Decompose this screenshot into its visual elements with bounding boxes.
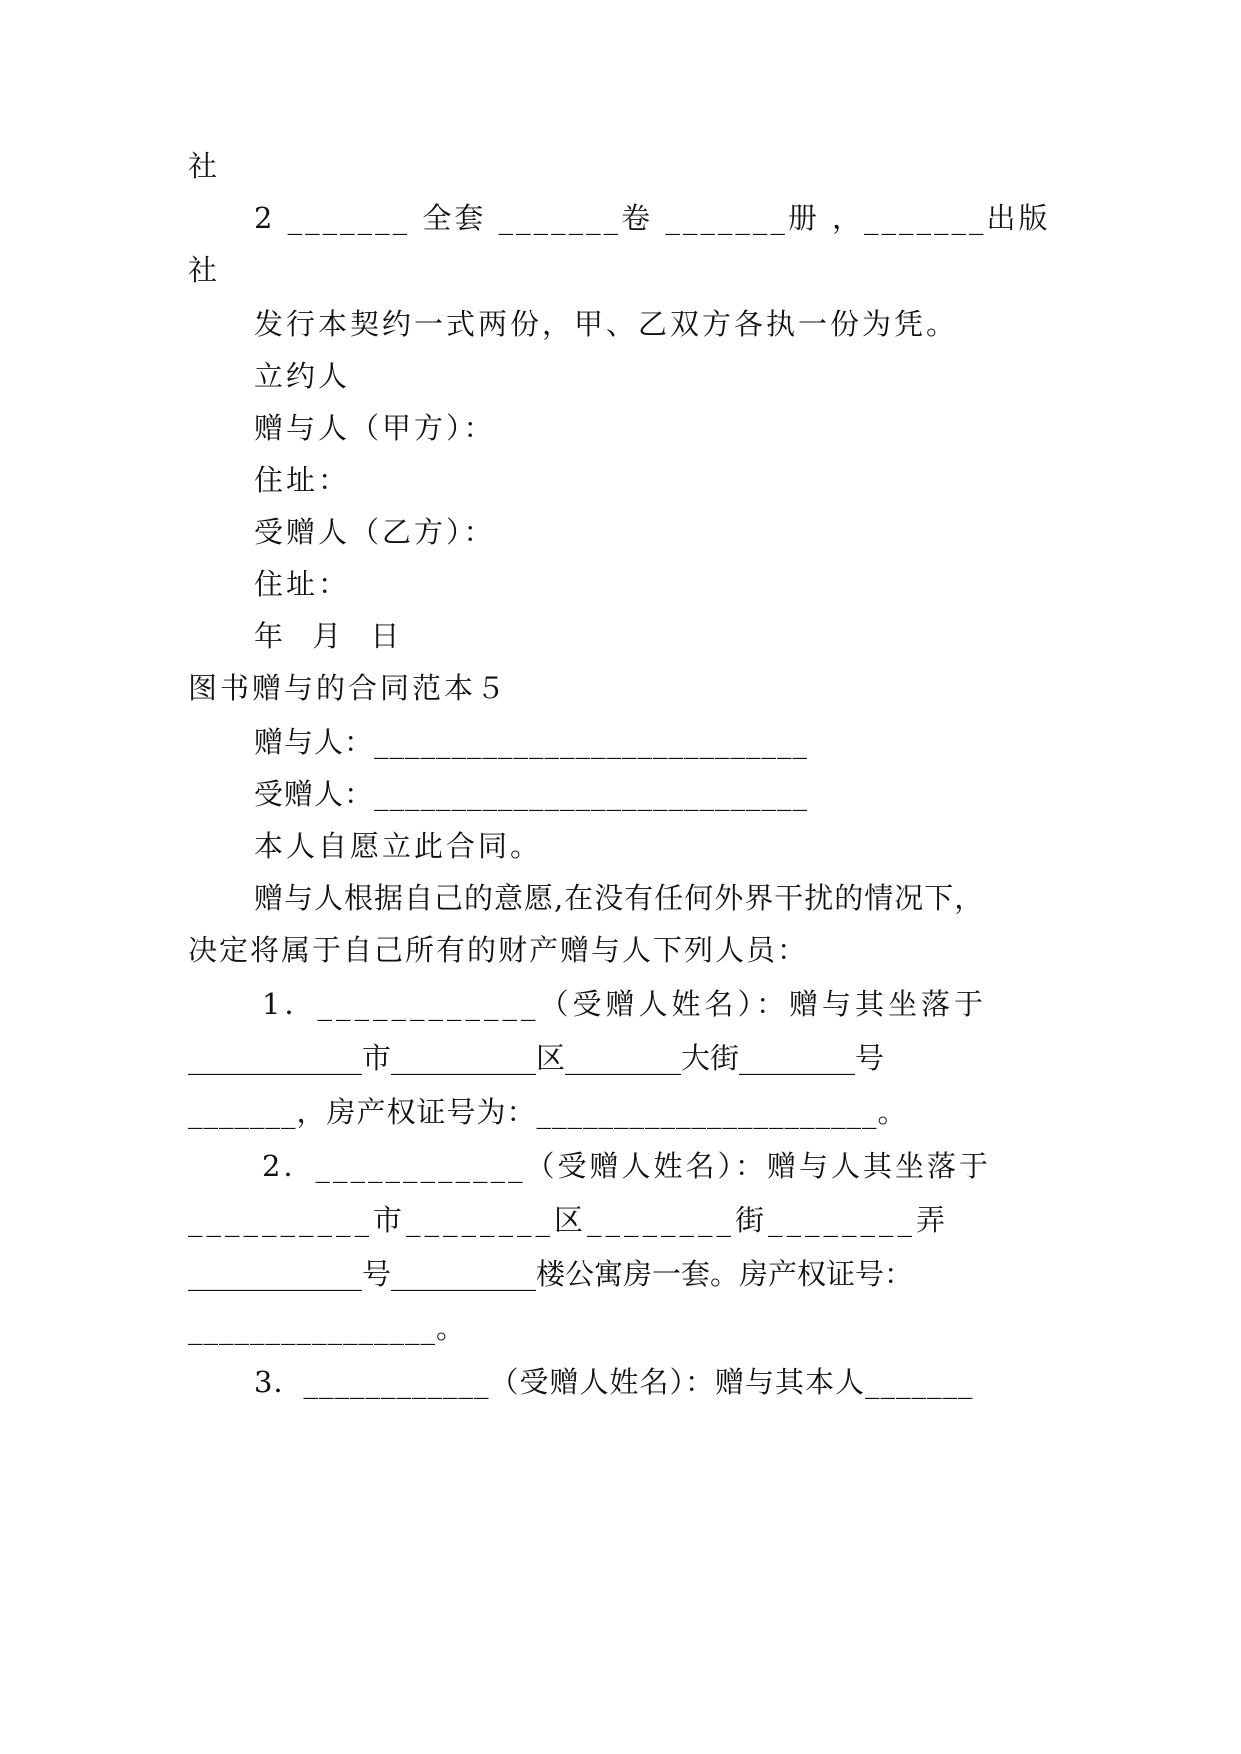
text-line: 社: [188, 149, 221, 183]
text-line: ____________市__________区________大街________号: [188, 1041, 885, 1075]
text-line: 3．____________（受赠人姓名）：赠与其本人_______: [254, 1365, 974, 1399]
text-line: 2．____________（受赠人姓名）：赠与人其坐落于: [262, 1149, 991, 1183]
text-line: ________________。: [188, 1311, 467, 1345]
text-line: 住址：: [254, 567, 351, 601]
text-line: ____________号__________楼公寓房一套。房产权证号：: [188, 1257, 914, 1291]
text-line: 受赠人（乙方）：: [254, 515, 496, 549]
text-line: _______，房产权证号为：______________________。: [188, 1095, 908, 1129]
text-line: 住址：: [254, 463, 351, 497]
text-line: 受赠人：____________________________: [254, 777, 809, 811]
text-line: 1．____________（受赠人姓名）：赠与其坐落于: [262, 987, 987, 1021]
text-line: 赠与人根据自己的意愿,在没有任何外界干扰的情况下，: [254, 881, 985, 915]
text-line: 决定将属于自己所有的财产赠与人下列人员：: [188, 933, 809, 967]
text-line: 年 月 日: [254, 619, 410, 653]
text-line: 赠与人（甲方）：: [254, 411, 496, 445]
text-line: __________市________区________街________弄: [188, 1203, 950, 1237]
text-line: 本人自愿立此合同。: [254, 829, 543, 863]
section-title: 图书赠与的合同范本５: [188, 671, 509, 705]
text-line: 2 _______ 全套 _______卷 _______册 ，_______出版: [254, 201, 1051, 235]
text-line: 立约人: [254, 359, 351, 393]
text-line: 赠与人：____________________________: [254, 725, 809, 759]
text-line: 社: [188, 253, 221, 287]
text-line: 发行本契约一式两份，甲、乙双方各执一份为凭。: [254, 307, 959, 341]
